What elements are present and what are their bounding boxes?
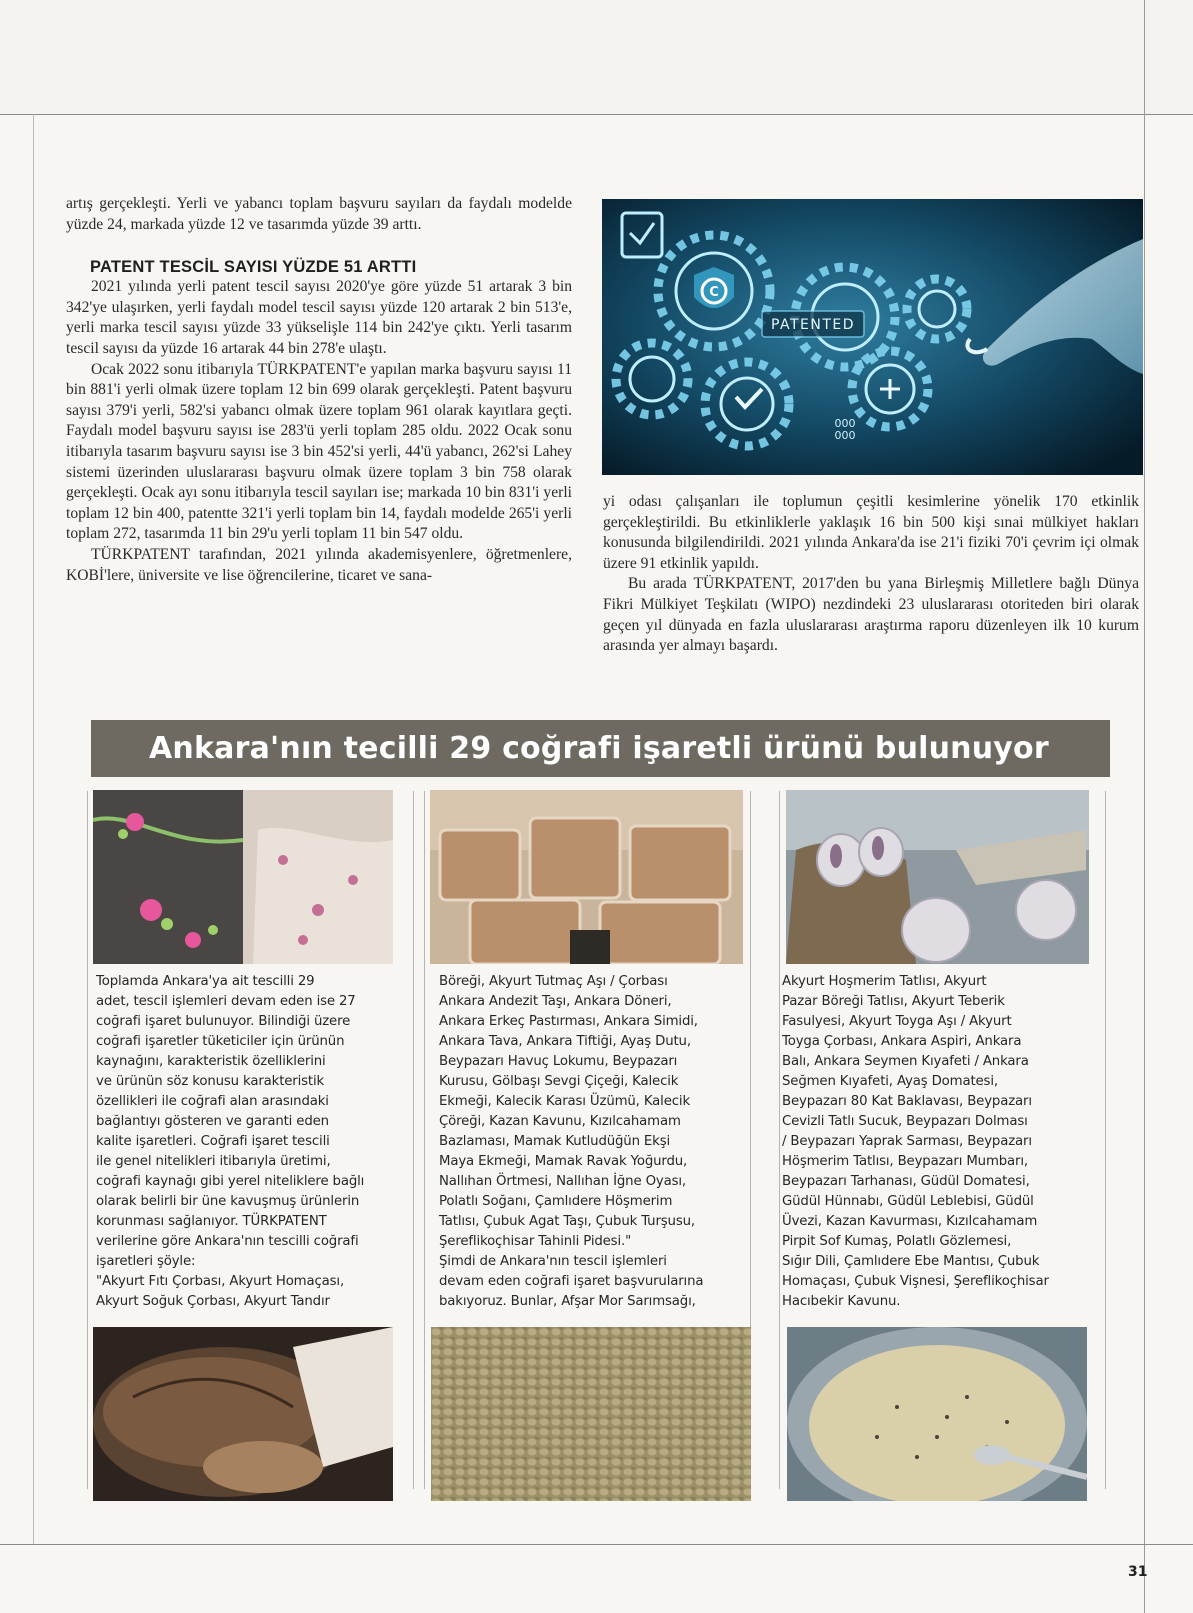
article-paragraph: Ocak 2022 sonu itibarıyla TÜRKPATENT'e yapılan marka başvuru sayısı 11 bin 881'i yerli olmak üzere toplam 12 bin 699 olarak gerçekleşti. Patent başvuru sayısı 379'i yerli, 582'si yabancı olmak üzere toplam 961 olarak kayıtlara geçti. Faydalı model başvuru sayısı ise 283'ü yerli toplam 285 oldu. 2022 Ocak sonu itibarıyla tasarım başvuru sayısı ise 3 bin 452'si yerli, 44'ü yabancı, 262'si Lahey sistemi üzerinden uluslararası başvuru olmak üzere toplam 3 bin 758 olarak gerçekleşti. Ocak ayı sonu itibarıyla tescil sayıları ise; markada 10 bin 831'i yerli toplam 12 bin 400, patentte 321'i yerli toplam bin 14, faydalı modelde 265'i yerli toplam 272, tasarımda 11 bin 29'u yerli toplam 11 bin 547 oldu. — [66, 360, 572, 543]
garlic-illustration — [786, 790, 1089, 964]
tahini-bowl-illustration — [787, 1327, 1087, 1501]
lokum-photo — [430, 790, 743, 964]
patented-label: PATENTED — [770, 317, 856, 333]
legumes-illustration — [431, 1327, 751, 1501]
garlic-photo — [786, 790, 1089, 964]
left-margin-rule — [33, 114, 34, 1544]
gear-counter-text: 000 000 — [834, 417, 856, 442]
page-number: 31 — [1128, 1564, 1148, 1580]
article-left-column — [66, 194, 572, 586]
article-paragraph: 2021 yılında yerli patent tescil sayısı 2020'ye göre yüzde 51 artarak 3 bin 342'ye ulaşırken, yerli faydalı model tescil sayısı yüzde 120 artarak 2 bin 513'e, yerli marka tescil sayısı yüzde 33 yükselişle 114 bin 242'ye çıktı. Yerli tasarım tescil sayısı da yüzde 16 artarak 44 bin 278'e ulaştı. — [66, 278, 572, 357]
page-top-band — [0, 0, 1193, 115]
geographical-indication-banner: Ankara'nın tecilli 29 coğrafi işaretli ürünü bulunuyor — [91, 720, 1110, 777]
article-paragraph: artış gerçekleşti. Yerli ve yabancı toplam başvuru sayıları da faydalı modelde yüzde 24, markada yüzde 12 ve tasarımda yüzde 39 arttı. — [66, 195, 572, 233]
footer-rule — [0, 1544, 1193, 1545]
article-paragraph: TÜRKPATENT tarafından, 2021 yılında akademisyenlere, öğretmenlere, KOBİ'lere, üniversite ve lise öğrencilerine, ticaret ve sana- — [66, 545, 572, 584]
gi-text-column: Akyurt Hoşmerim Tatlısı, Akyurt Pazar Böreği Tatlısı, Akyurt Teberik Fasulyesi, Akyurt Toyga Aşı / Akyurt Toyga Çorbası, Ankara Aspiri, Ankara Balı, Ankara Seymen Kıyafeti / Ankara Seğmen Kıyafeti, Ayaş Domatesi, Beypazarı 80 Kat Baklavası, Beypazarı Cevizli Tatlı Sucuk, Beypazarı Dolması / Beypazarı Yaprak Sarması, Beypazarı Höşmerim Tatlısı, Beypazarı Mumbarı, Beypazarı Tarhanası, Güdül Domatesi, Güdül Hünnabı, Güdül Leblebisi, Güdül Üvezi, Kazan Kavurması, Kızılcahamam Pirpit Sof Kumaş, Polatlı Gözlemesi, Sığır Dili, Çamlıdere Ebe Mantısı, Çubuk Homaçası, Çubuk Vişnesi, Şereflikoçhisar Hacıbekir Kavunu. — [782, 974, 1049, 1309]
article-paragraph: Bu arada TÜRKPATENT, 2017'den bu yana Birleşmiş Milletlere bağlı Dünya Fikri Mülkiyet Teşkilatı (WIPO) nezdindeki 23 uluslararası otoriteden biri olarak geçen yıl dünyada en fazla uluslararası araştırma raporu düzenleyen ilk 10 kurum arasında yer almayı başardı. — [603, 575, 1139, 655]
lokum-illustration — [430, 790, 743, 964]
svg-text:C: C — [709, 285, 719, 300]
bread-photo — [93, 1327, 393, 1501]
patent-gears-illustration — [602, 199, 1143, 475]
article-right-column — [603, 492, 1139, 657]
gi-text-column: Böreği, Akyurt Tutmaç Aşı / Çorbası Ankara Andezit Taşı, Ankara Döneri, Ankara Erkeç Pastırması, Ankara Simidi, Ankara Tava, Ankara Tiftiği, Ayaş Dutu, Beypazarı Havuç Lokumu, Beypazarı Kurusu, Gölbaşı Sevgi Çiçeği, Kalecik Ekmeği, Kalecik Karası Üzümü, Kalecik Çöreği, Kazan Kavunu, Kızılcahamam Bazlaması, Mamak Kutludüğün Ekşi Maya Ekmeği, Mamak Ravak Yoğurdu, Nallıhan Örtmesi, Nallıhan İğne Oyası, Polatlı Soğanı, Çamlıdere Höşmerim Tatlısı, Çubuk Agat Taşı, Çubuk Turşusu, Şereflikoçhisar Tahinli Pidesi." Şimdi de Ankara'nın tescil işlemleri devam eden coğrafi işaret başvurularına bakıyoruz. Bunlar, Afşar Mor Sarımsağı, — [439, 974, 704, 1309]
gi-text-column: Toplamda Ankara'ya ait tescilli 29 adet, tescil işlemleri devam eden ise 27 coğrafi işaret bulunuyor. Bilindiği üzere coğrafi işaretler tüketiciler için ürünün kaynağını, karakteristik özelliklerini ve ürünün söz konusu karakteristik özellikleri ile coğrafi alan arasındaki bağlantıyı gösteren ve garanti eden kalite işaretleri. Coğrafi işaret tescili ile genel nitelikleri itibarıyla üretimi, coğrafi kaynağı gibi yerel niteliklere bağlı olarak belirli bir üne kavuşmuş ürünlerin korunması sağlanıyor. TÜRKPATENT verilerine göre Ankara'nın tescilli coğrafi işaretleri şöyle: "Akyurt Fıtı Çorbası, Akyurt Homaçası, Akyurt Soğuk Çorbası, Akyurt Tandır — [96, 974, 365, 1309]
legumes-photo — [431, 1327, 751, 1501]
needle-lace-illustration — [93, 790, 393, 964]
needle-lace-photo — [93, 790, 393, 964]
article-paragraph: yi odası çalışanları ile toplumun çeşitli kesimlerine yönelik 170 etkinlik gerçekleştirildi. Bu etkinliklerle yaklaşık 16 bin 500 kişi sınai mülkiyet hakları konusunda bilgilendirildi. 2021 yılında Ankara'da ise 21'i fiziki 70'i çevrim içi olmak üzere 91 etkinlik yapıldı. — [603, 493, 1139, 572]
section-heading: PATENT TESCİL SAYISI YÜZDE 51 ARTTI — [90, 258, 417, 277]
tahini-photo — [787, 1327, 1087, 1501]
page-edge-rule — [1144, 0, 1145, 1613]
bread-illustration — [93, 1327, 393, 1501]
patent-hero-image — [602, 199, 1143, 475]
